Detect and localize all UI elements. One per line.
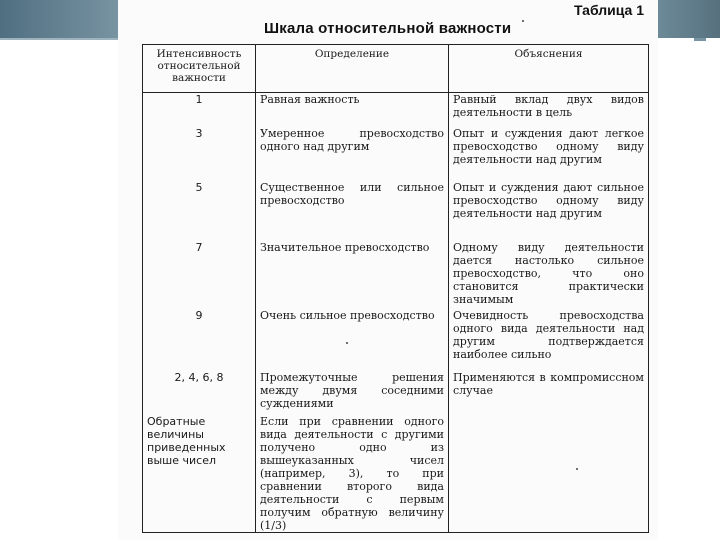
cell-explanation: Опыт и суждения дают легкое превосходство одному виду деятельности над другим: [449, 127, 649, 181]
cell-definition: Равная важность: [256, 93, 449, 128]
cell-explanation: Одному виду деятельности дается настолько сильное превосходство, что оно становится практически значимым: [449, 241, 649, 309]
slide-accent-left: [0, 0, 118, 38]
cell-definition: Если при сравнении одного вида деятельности с другими получено одно из вышеуказанных чисел (например, 3), то при сравнении второго вида деятельности с первым получим обратную величину (1/3): [256, 415, 449, 533]
table-row: [143, 309, 649, 371]
table-row: [143, 415, 649, 533]
scan-speck: [576, 468, 578, 470]
slide-accent-left-line: [0, 38, 118, 40]
header-definition: Определение: [256, 45, 449, 93]
cell-explanation: Равный вклад двух видов деятельности в цель: [449, 93, 649, 128]
header-explanation: Объяснения: [449, 45, 649, 93]
cell-explanation: Очевидность превосходства одного вида деятельности над другим подтверждается наиболее сильно: [449, 309, 649, 371]
cell-intensity: 1: [143, 93, 256, 128]
cell-intensity: 9: [143, 309, 256, 371]
header-intensity: Интенсивность относительной важности: [143, 45, 256, 93]
table-row: [143, 181, 649, 241]
table-row: [143, 93, 649, 128]
cell-definition: Значительное превосходство: [256, 241, 449, 309]
cell-intensity: 3: [143, 127, 256, 181]
cell-intensity: 5: [143, 181, 256, 241]
cell-intensity: 2, 4, 6, 8: [143, 371, 256, 415]
slide-accent-right: [658, 0, 720, 38]
scan-speck: [522, 20, 524, 22]
slide-accent-right-notch: [694, 38, 706, 41]
table-row: [143, 127, 649, 181]
table-caption: Таблица 1: [573, 2, 644, 18]
importance-scale-table: [142, 44, 649, 533]
cell-definition: Умеренное превосходство одного над другим: [256, 127, 449, 181]
table-row: [143, 371, 649, 415]
table-row: [143, 241, 649, 309]
cell-definition: Промежуточные решения между двумя соседними суждениями: [256, 371, 449, 415]
cell-intensity: Обратные величины приведенных выше чисел: [143, 415, 256, 533]
cell-explanation: Применяются в компромиссном случае: [449, 371, 649, 415]
table-title: Шкала относительной важности: [264, 20, 512, 37]
cell-intensity: 7: [143, 241, 256, 309]
cell-definition: Очень сильное превосходство: [256, 309, 449, 371]
cell-explanation: Опыт и суждения дают сильное превосходство одному виду деятельности над другим: [449, 181, 649, 241]
table-header-row: [143, 45, 649, 93]
cell-definition: Существенное или сильное превосходство: [256, 181, 449, 241]
scanned-page: [118, 0, 658, 540]
scan-speck: [346, 342, 348, 344]
cell-explanation: [449, 415, 649, 533]
